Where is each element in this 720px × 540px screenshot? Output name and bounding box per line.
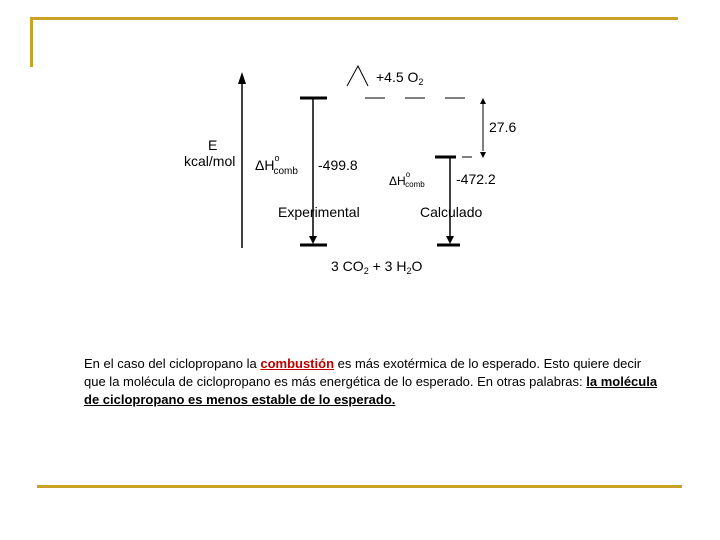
calculated-arrow-head (446, 236, 454, 244)
experimental-dh-label (255, 153, 298, 177)
products-label (331, 258, 422, 276)
calculated-dh-value: -472.2 (456, 171, 496, 187)
caption-conclusion: la molécula de ciclopropano es menos estable de lo esperado. (84, 374, 658, 407)
cyclopropane-triangle-icon (347, 66, 368, 86)
products-plus: + 3 H (368, 258, 407, 274)
combustion-emphasis: combustión (260, 356, 335, 371)
calculated-dh-symbol: ΔH (389, 174, 406, 188)
oxygen-label (376, 69, 423, 87)
energy-axis-arrowhead (238, 72, 246, 84)
products-co-sub: 2 (363, 266, 369, 276)
axis-label-unit: kcal/mol (184, 153, 236, 169)
products-co: 3 CO (331, 258, 364, 274)
calculated-label: Calculado (420, 204, 483, 220)
products-o: O (411, 258, 423, 274)
explanation-paragraph (84, 355, 664, 409)
axis-label-e: E (208, 137, 218, 153)
calculated-dh-sub: comb (405, 180, 425, 189)
experimental-dh-sub: comb (273, 166, 298, 177)
caption-part-2: es más exotérmica de lo esperado. Esto quiere decir que la molécula de ciclopropano es más energética de lo esperado. En otras palabras: (84, 356, 642, 389)
experimental-dh-super: o (274, 153, 280, 163)
experimental-dh-symbol: ΔH (255, 157, 275, 173)
frame-bottom-line (37, 485, 682, 488)
experimental-label: Experimental (278, 204, 360, 220)
strain-value: 27.6 (489, 119, 517, 135)
oxygen-label-text: +4.5 O (376, 69, 419, 85)
strain-arrow-down (480, 152, 486, 158)
oxygen-subscript: 2 (418, 77, 424, 87)
caption-part-1: En el caso del ciclopropano la (84, 356, 261, 371)
products-h-sub: 2 (406, 266, 412, 276)
experimental-dh-value: -499.8 (318, 157, 358, 173)
calculated-dh-label (389, 170, 425, 189)
strain-arrow-up (480, 98, 486, 104)
experimental-arrow-head (309, 236, 317, 244)
calculated-dh-super: o (405, 170, 411, 179)
